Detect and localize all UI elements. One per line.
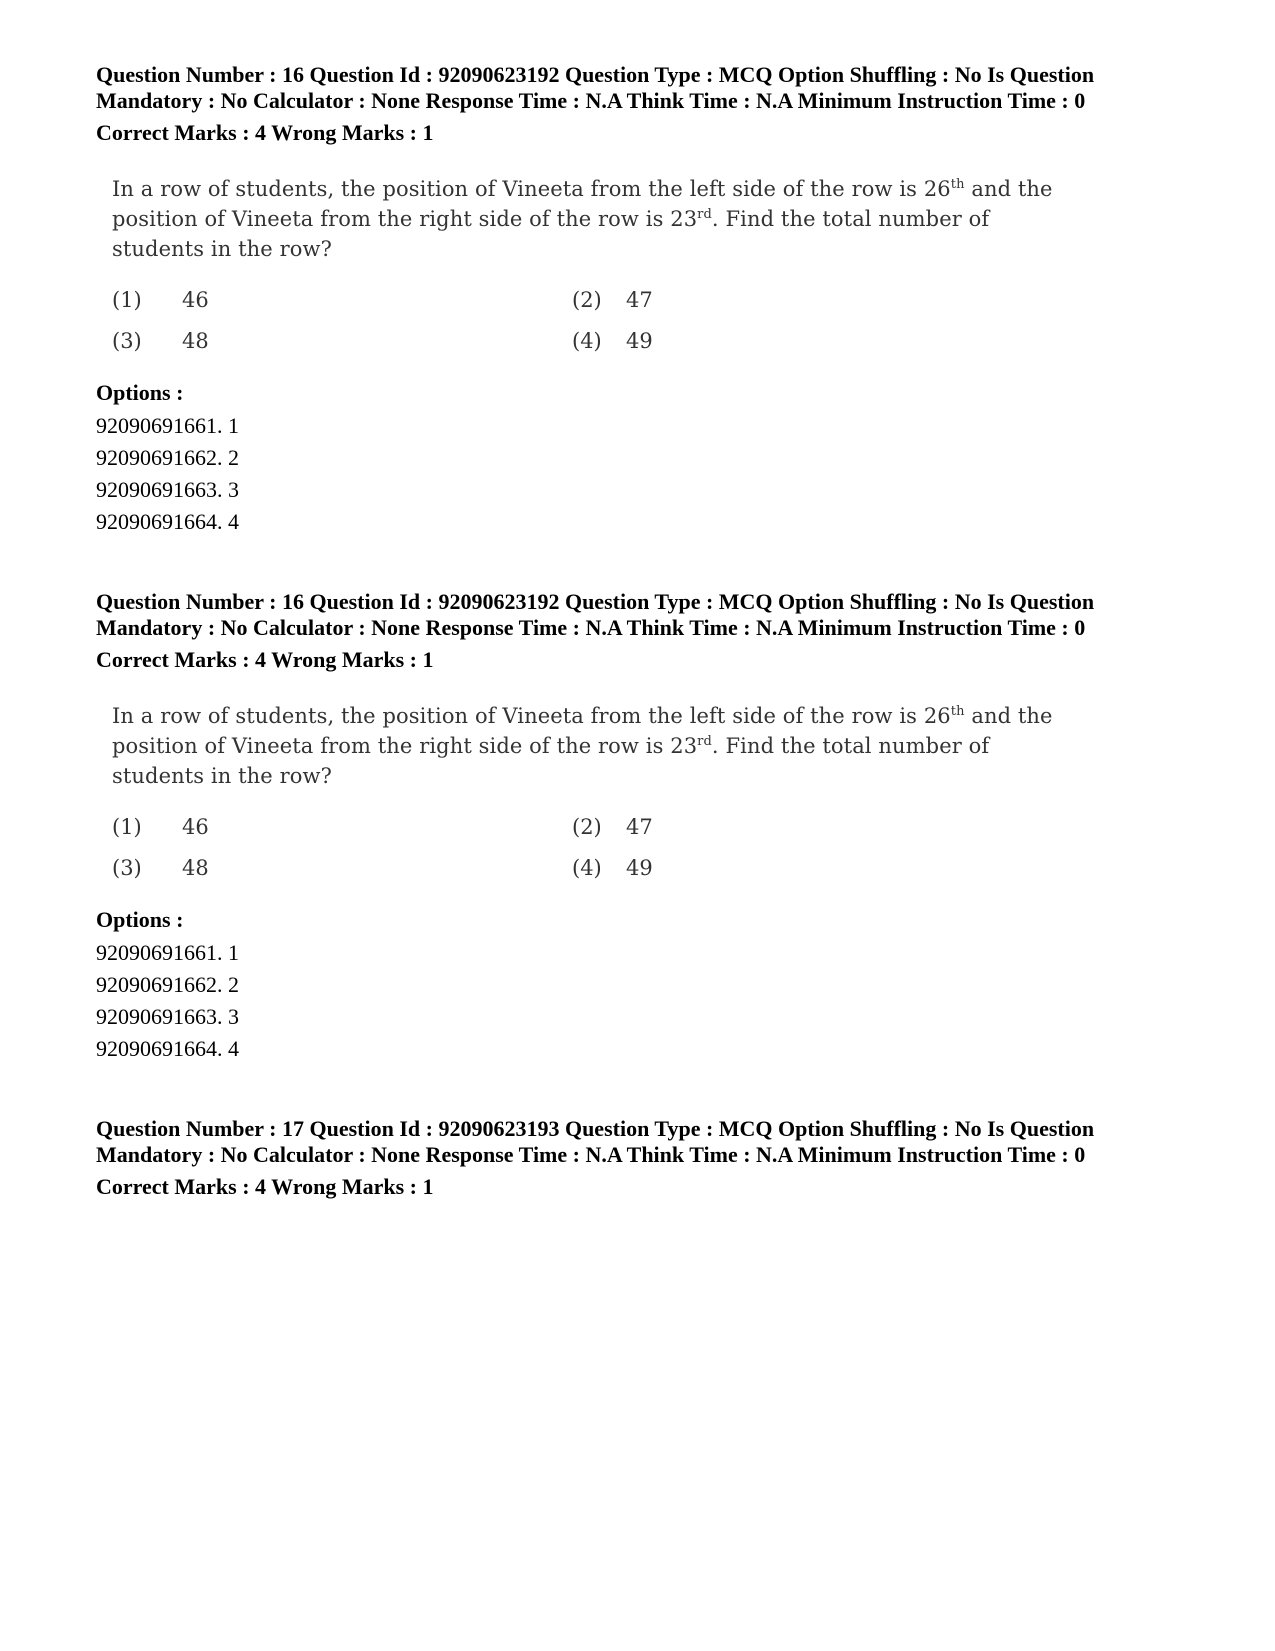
choice-value: 46: [182, 288, 209, 312]
question-image: [112, 174, 1072, 356]
answer-choice: [112, 853, 572, 883]
answer-choice: [572, 285, 872, 315]
answer-choice: [112, 812, 572, 842]
ordinal-suffix: th: [950, 704, 965, 719]
answer-choice: [572, 812, 872, 842]
question-meta: [96, 589, 1181, 641]
marks-line: Correct Marks : 4 Wrong Marks : 1: [96, 647, 434, 672]
marks-line: Correct Marks : 4 Wrong Marks : 1: [96, 1174, 434, 1199]
choice-value: 48: [182, 329, 209, 353]
option-item: 92090691662. 2: [96, 445, 239, 470]
question-image: [112, 701, 1072, 883]
question-meta: [96, 62, 1181, 114]
choice-value: 48: [182, 856, 209, 880]
option-item: 92090691663. 3: [96, 1004, 239, 1029]
question-meta-line-2: Mandatory : No Calculator : None Response Time : N.A Think Time : N.A Minimum Instruction Time : 0: [96, 1142, 1086, 1167]
choice-value: 49: [626, 329, 653, 353]
ordinal-suffix: th: [950, 177, 965, 192]
choice-value: 47: [626, 288, 653, 312]
question-meta-line-1: Question Number : 16 Question Id : 92090623192 Question Type : MCQ Option Shuffling : No Is Question: [96, 589, 1095, 614]
options-label: Options :: [96, 907, 184, 932]
question-meta-line-1: Question Number : 17 Question Id : 92090623193 Question Type : MCQ Option Shuffling : No Is Question: [96, 1116, 1095, 1141]
question-block-2: [96, 589, 1216, 1065]
option-item: 92090691661. 1: [96, 413, 239, 438]
answer-choice: [572, 326, 872, 356]
answer-choices: [112, 812, 1072, 883]
marks-line: Correct Marks : 4 Wrong Marks : 1: [96, 120, 434, 145]
question-meta: [96, 1116, 1181, 1168]
question-text-part-3: . Find the total number of students in the row?: [112, 207, 990, 261]
choice-number: (4): [572, 329, 602, 353]
options-list: [96, 410, 1216, 538]
choice-number: (1): [112, 288, 142, 312]
question-meta-line-2: Mandatory : No Calculator : None Response Time : N.A Think Time : N.A Minimum Instruction Time : 0: [96, 88, 1086, 113]
option-item: 92090691663. 3: [96, 477, 239, 502]
question-text-part-2: and the position of Vineeta from the right side of the row is 23: [112, 704, 1053, 758]
question-meta-line-2: Mandatory : No Calculator : None Response Time : N.A Think Time : N.A Minimum Instruction Time : 0: [96, 615, 1086, 640]
question-block-3: [96, 1116, 1216, 1200]
option-item: 92090691661. 1: [96, 940, 239, 965]
ordinal-suffix: rd: [697, 734, 712, 749]
answer-choice: [572, 853, 872, 883]
ordinal-suffix: rd: [697, 207, 712, 222]
choice-number: (1): [112, 815, 142, 839]
choice-number: (3): [112, 856, 142, 880]
option-item: 92090691664. 4: [96, 1036, 239, 1061]
question-text-part-1: In a row of students, the position of Vineeta from the left side of the row is 26: [112, 704, 951, 728]
choice-number: (2): [572, 288, 602, 312]
options-list: [96, 937, 1216, 1065]
choice-number: (4): [572, 856, 602, 880]
choice-value: 47: [626, 815, 653, 839]
choice-number: (2): [572, 815, 602, 839]
question-text-part-3: . Find the total number of students in the row?: [112, 734, 990, 788]
choice-value: 46: [182, 815, 209, 839]
answer-choice: [112, 326, 572, 356]
question-block-1: [96, 62, 1216, 538]
option-item: 92090691664. 4: [96, 509, 239, 534]
question-text: [112, 174, 1072, 264]
question-text-part-1: In a row of students, the position of Vineeta from the left side of the row is 26: [112, 177, 951, 201]
choice-value: 49: [626, 856, 653, 880]
question-text: [112, 701, 1072, 791]
option-item: 92090691662. 2: [96, 972, 239, 997]
question-meta-line-1: Question Number : 16 Question Id : 92090623192 Question Type : MCQ Option Shuffling : No Is Question: [96, 62, 1095, 87]
answer-choices: [112, 285, 1072, 356]
question-text-part-2: and the position of Vineeta from the right side of the row is 23: [112, 177, 1053, 231]
options-label: Options :: [96, 380, 184, 405]
answer-choice: [112, 285, 572, 315]
choice-number: (3): [112, 329, 142, 353]
